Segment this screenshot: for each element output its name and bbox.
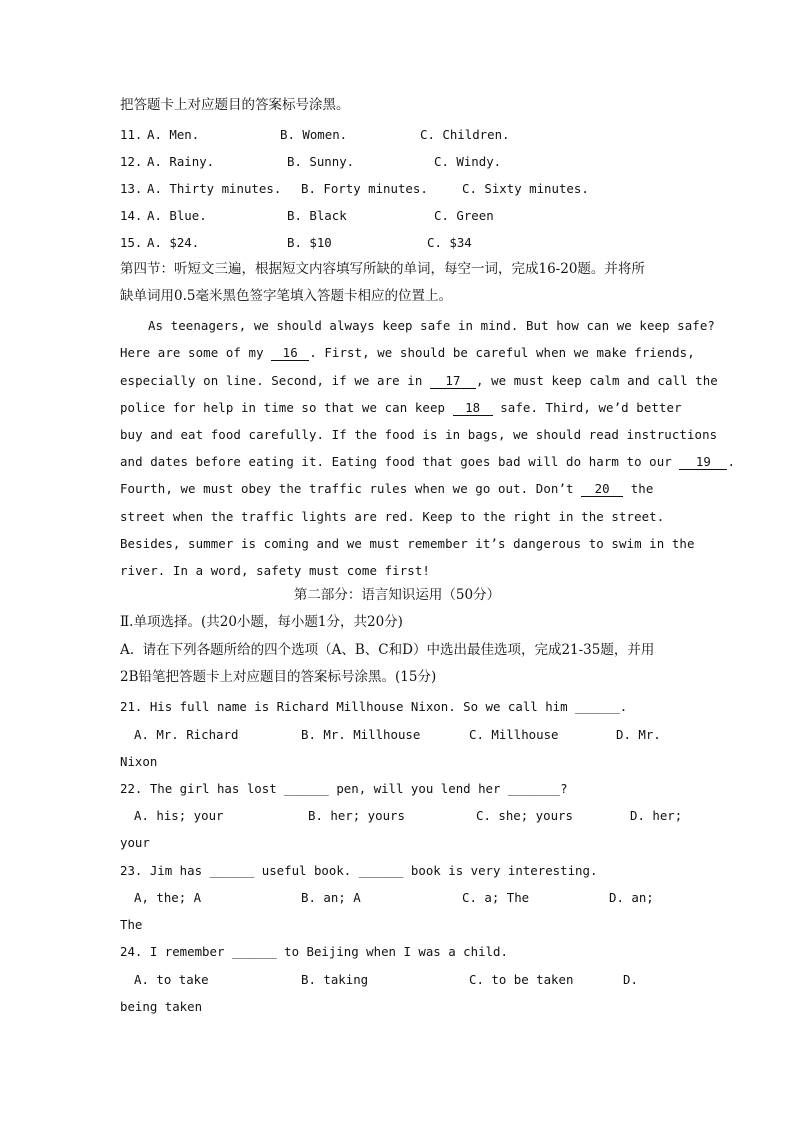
option-a: A. to take [134,972,209,987]
passage-text: and dates before eating it. Eating food that goes bad will do harm to our [120,454,680,469]
option-a: A. Men. [147,127,200,142]
option-c: C. Sixty minutes. [462,181,589,196]
passage-line: As teenagers, we should always keep safe in mind. But how can we keep safe? [148,318,715,333]
option-d: D. her; [630,808,683,823]
question-stem: 23. Jim has ______ useful book. ______ book is very interesting. [120,863,598,878]
option-d-wrap: Nixon [120,754,158,769]
sectionA-line1: A. 请在下列各题所给的四个选项（A、B、C和D）中选出最佳选项，完成21-35题，并用 [120,642,655,658]
question-number: 11. [120,127,143,142]
section4-line1: 第四节：听短文三遍，根据短文内容填写所缺的单词，每空一词，完成16-20题。并将所 [120,261,645,277]
option-c: C. to be taken [469,972,574,987]
option-b: B. Mr. Millhouse [301,727,421,742]
option-a: A. Blue. [147,208,207,223]
option-d: D. an; [609,890,654,905]
option-b: B. her; yours [308,808,405,823]
section-single-choice: Ⅱ.单项选择。(共20小题，每小题1分，共20分) [120,614,403,630]
passage-line [120,453,735,471]
option-b: B. an; A [301,890,361,905]
question-number: 15. [120,235,143,250]
passage-line [120,344,694,362]
question-stem: 21. His full name is Richard Millhouse Nixon. So we call him ______. [120,699,628,714]
option-d-wrap: your [120,835,150,850]
option-b: B. $10 [287,235,332,250]
option-a: A. Thirty minutes. [147,181,282,196]
option-c: C. a; The [462,890,530,905]
question-number: 12. [120,154,143,169]
question-number: 13. [120,181,143,196]
blank-19: 19 [679,454,727,470]
blank-20: 20 [581,481,623,497]
option-a: A. Mr. Richard [134,727,239,742]
option-c: C. Millhouse [469,727,559,742]
option-c: C. Children. [420,127,510,142]
passage-text: . First, we should be careful when we make friends, [309,345,695,360]
passage-text: Here are some of my [120,345,272,360]
passage-text: Fourth, we must obey the traffic rules when we go out. Don’t [120,481,582,496]
passage-text: police for help in time so that we can keep [120,400,453,415]
option-a: A. Rainy. [147,154,215,169]
option-d: D. Mr. [616,727,661,742]
option-a: A. his; your [134,808,224,823]
blank-18: 18 [453,400,493,416]
passage-text: the [623,481,654,496]
part2-title: 第二部分：语言知识运用（50分） [293,587,501,603]
passage-text: , we must keep calm and call the [475,373,718,388]
option-a: A, the; A [134,890,202,905]
option-b: B. Women. [280,127,348,142]
passage-line [120,372,718,390]
passage-line: street when the traffic lights are red. Keep to the right in the street. [120,509,665,524]
option-d: D. [623,972,638,987]
option-c: C. Windy. [434,154,502,169]
header-line: 把答题卡上对应题目的答案标号涂黑。 [120,97,350,113]
passage-line: buy and eat food carefully. If the food is in bags, we should read instructions [120,427,718,442]
passage-line: Besides, summer is coming and we must remember it’s dangerous to swim in the [120,536,695,551]
question-stem: 22. The girl has lost ______ pen, will you lend her _______? [120,781,568,796]
option-d-wrap: being taken [120,999,203,1014]
sectionA-line2: 2B铅笔把答题卡上对应题目的答案标号涂黑。(15分) [120,669,437,685]
question-number: 14. [120,208,143,223]
option-b: B. Forty minutes. [301,181,428,196]
passage-line [120,399,694,417]
option-b: B. taking [301,972,369,987]
option-a: A. $24. [147,235,200,250]
option-d-wrap: The [120,917,143,932]
passage-line [120,480,694,498]
passage-line: river. In a word, safety must come first! [120,563,430,578]
option-c: C. $34 [427,235,472,250]
question-stem: 24. I remember ______ to Beijing when I was a child. [120,944,508,959]
option-c: C. Green [434,208,494,223]
blank-17: 17 [430,373,476,389]
option-b: B. Sunny. [287,154,355,169]
section4-line2: 缺单词用0.5毫米黑色签字笔填入答题卡相应的位置上。 [120,288,452,304]
passage-text: especially on line. Second, if we are in [120,373,430,388]
passage-text: . [727,454,735,469]
option-c: C. she; yours [476,808,573,823]
option-b: B. Black [287,208,347,223]
passage-text: safe. Third, we’d better [492,400,682,415]
blank-16: 16 [271,345,309,361]
